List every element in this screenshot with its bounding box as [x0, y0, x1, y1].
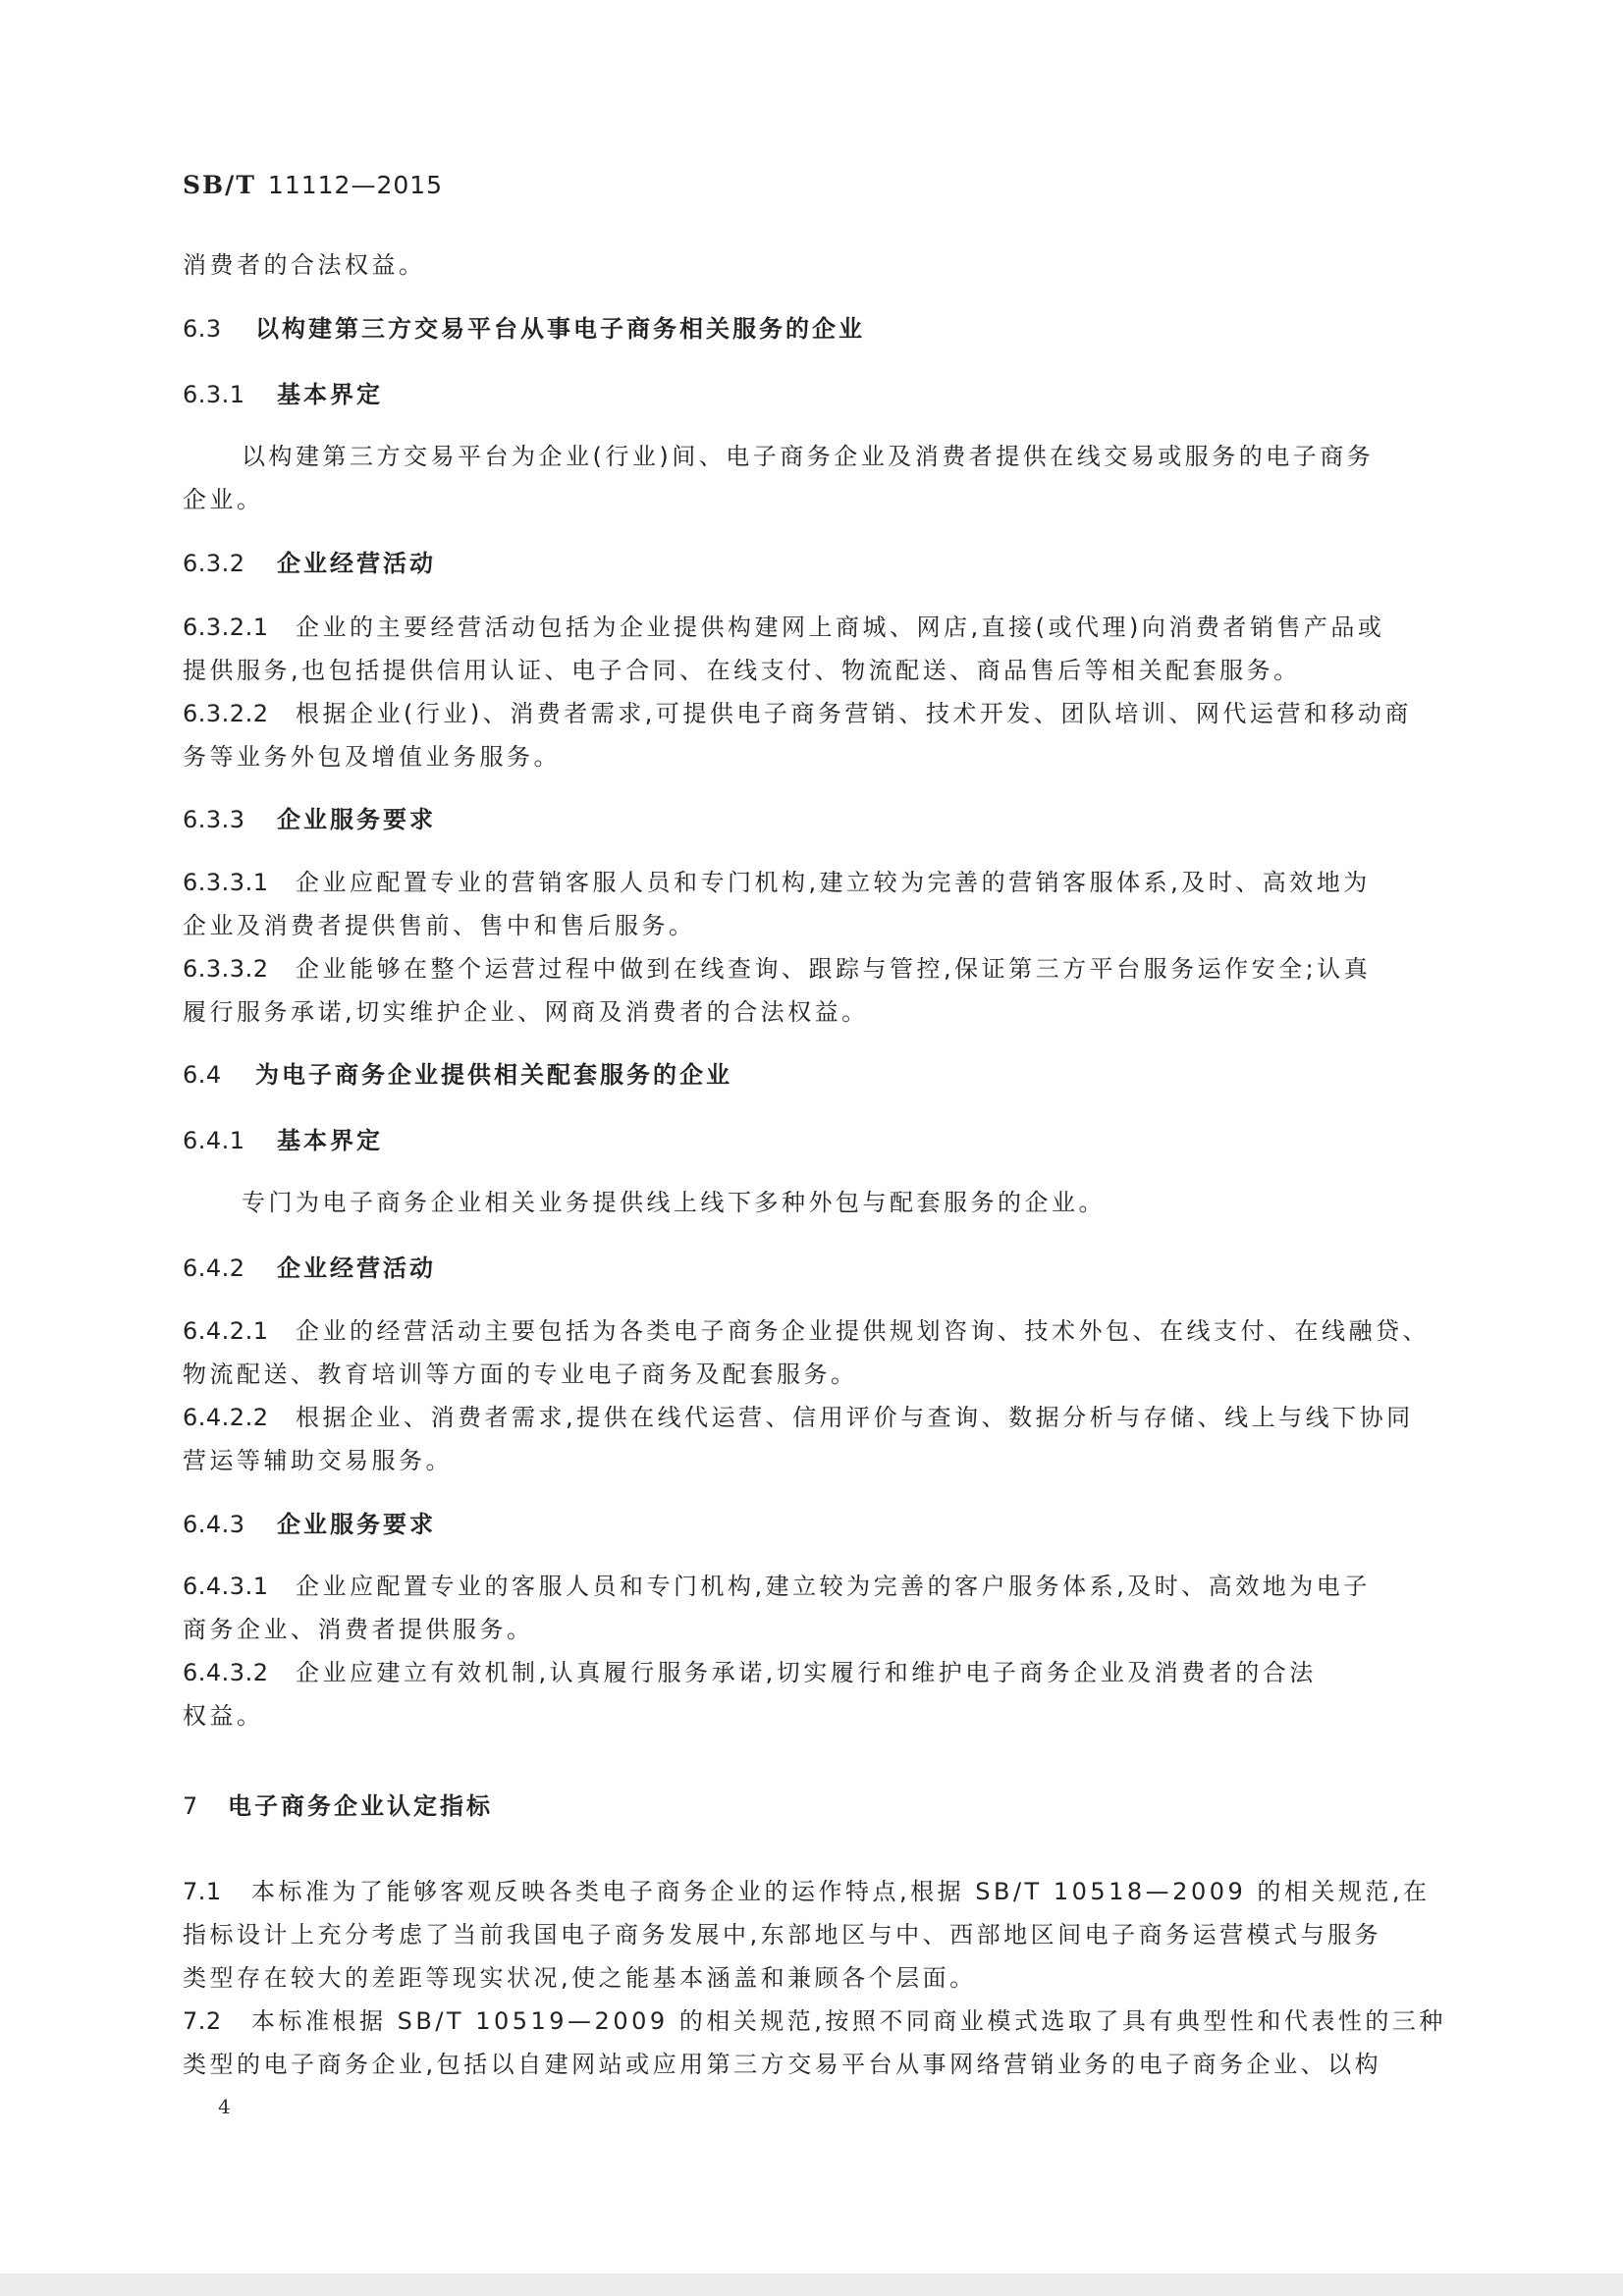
section-number: 6.4.2 — [183, 1255, 245, 1282]
clause-number: 6.3.2.2 — [183, 700, 269, 727]
clause-text: 企业的主要经营活动包括为企业提供构建网上商城、网店,直接(或代理)向消费者销售产品或 — [296, 614, 1385, 641]
standard-header — [183, 171, 443, 199]
paragraph-line: 企业及消费者提供售前、售中和售后服务。 — [183, 912, 696, 939]
paragraph-line: 以构建第三方交易平台为企业(行业)间、电子商务企业及消费者提供在线交易或服务的电子商务 — [242, 443, 1375, 470]
clause-number: 6.4.2.2 — [183, 1404, 269, 1431]
paragraph-line: 企业。 — [183, 486, 264, 513]
clause-6-3-2-2 — [183, 697, 1412, 730]
section-title: 企业服务要求 — [277, 1511, 436, 1538]
section-title: 以构建第三方交易平台从事电子商务相关服务的企业 — [255, 315, 865, 343]
paragraph-line: 物流配送、教育培训等方面的专业电子商务及配套服务。 — [183, 1361, 858, 1388]
section-number: 6.3 — [183, 315, 222, 343]
clause-number: 6.3.2.1 — [183, 614, 269, 641]
page-number: 4 — [218, 2095, 231, 2118]
clause-number: 6.3.3.2 — [183, 955, 269, 983]
clause-7-1 — [183, 1875, 1431, 1908]
section-heading-6-4-3 — [183, 1508, 436, 1541]
section-heading-6-3 — [183, 312, 865, 346]
section-heading-7 — [183, 1789, 493, 1823]
section-title: 企业服务要求 — [277, 806, 436, 833]
section-heading-6-3-1 — [183, 378, 383, 411]
paragraph-line: 消费者的合法权益。 — [183, 251, 426, 279]
section-title: 基本界定 — [277, 1127, 383, 1154]
paragraph-line: 务等业务外包及增值业务服务。 — [183, 743, 561, 771]
paragraph-line: 类型的电子商务企业,包括以自建网站或应用第三方交易平台从事网络营销业务的电子商务企业、以构 — [183, 2051, 1382, 2078]
section-title: 为电子商务企业提供相关配套服务的企业 — [255, 1061, 732, 1089]
clause-number: 6.4.3.1 — [183, 1573, 269, 1600]
section-number: 6.3.1 — [183, 381, 245, 408]
section-heading-6-4-2 — [183, 1252, 436, 1285]
section-heading-6-4 — [183, 1058, 732, 1092]
clause-text: 根据企业(行业)、消费者需求,可提供电子商务营销、技术开发、团队培训、网代运营和移动商 — [296, 700, 1412, 727]
clause-text: 企业的经营活动主要包括为各类电子商务企业提供规划咨询、技术外包、在线支付、在线融贷、 — [296, 1317, 1430, 1345]
clause-7-2 — [183, 2004, 1446, 2038]
clause-text: 根据企业、消费者需求,提供在线代运营、信用评价与查询、数据分析与存储、线上与线下协同 — [296, 1404, 1414, 1431]
paragraph-line: 专门为电子商务企业相关业务提供线上线下多种外包与配套服务的企业。 — [242, 1189, 1106, 1216]
section-heading-6-3-2 — [183, 547, 436, 580]
clause-text: 本标准根据 SB/T 10519—2009 的相关规范,按照不同商业模式选取了具有典型性和代表性的三种 — [251, 2007, 1446, 2035]
clause-number: 7.2 — [183, 2007, 222, 2035]
clause-6-3-3-2 — [183, 952, 1371, 986]
section-title: 基本界定 — [277, 381, 383, 408]
clause-text: 本标准为了能够客观反映各类电子商务企业的运作特点,根据 SB/T 10518—2009 的相关规范,在 — [251, 1878, 1431, 1905]
clause-text: 企业应配置专业的客服人员和专门机构,建立较为完善的客户服务体系,及时、高效地为电子 — [296, 1573, 1371, 1600]
clause-6-3-2-1 — [183, 611, 1384, 644]
clause-6-4-2-2 — [183, 1401, 1414, 1434]
section-title: 企业经营活动 — [277, 1255, 436, 1282]
section-title: 电子商务企业认定指标 — [228, 1792, 493, 1820]
section-number: 6.3.2 — [183, 550, 245, 577]
paragraph-line: 类型存在较大的差距等现实状况,使之能基本涵盖和兼顾各个层面。 — [183, 1964, 977, 1992]
section-heading-6-3-3 — [183, 803, 436, 836]
section-number: 7 — [183, 1792, 198, 1820]
clause-text: 企业应建立有效机制,认真履行服务承诺,切实履行和维护电子商务企业及消费者的合法 — [296, 1659, 1317, 1686]
standard-code: SB/T — [183, 171, 256, 199]
clause-6-3-3-1 — [183, 866, 1371, 899]
clause-text: 企业应配置专业的营销客服人员和专门机构,建立较为完善的营销客服体系,及时、高效地为 — [296, 869, 1371, 896]
clause-number: 6.4.3.2 — [183, 1659, 269, 1686]
page-bottom-edge — [0, 2273, 1623, 2296]
section-title: 企业经营活动 — [277, 550, 436, 577]
clause-number: 6.3.3.1 — [183, 869, 269, 896]
paragraph-line: 权益。 — [183, 1702, 264, 1730]
section-number: 6.4.1 — [183, 1127, 245, 1154]
section-number: 6.4.3 — [183, 1511, 245, 1538]
paragraph-line: 提供服务,也包括提供信用认证、电子合同、在线支付、物流配送、商品售后等相关配套服务。 — [183, 657, 1301, 684]
standard-number: 11112—2015 — [267, 171, 444, 199]
section-number: 6.3.3 — [183, 806, 245, 833]
paragraph-line: 营运等辅助交易服务。 — [183, 1447, 453, 1474]
paragraph-line: 履行服务承诺,切实维护企业、网商及消费者的合法权益。 — [183, 998, 869, 1026]
paragraph-line: 指标设计上充分考虑了当前我国电子商务发展中,东部地区与中、西部地区间电子商务运营模式与服务 — [183, 1921, 1382, 1949]
clause-text: 企业能够在整个运营过程中做到在线查询、跟踪与管控,保证第三方平台服务运作安全;认真 — [296, 955, 1372, 983]
section-number: 6.4 — [183, 1061, 222, 1089]
clause-number: 7.1 — [183, 1878, 222, 1905]
clause-6-4-3-2 — [183, 1656, 1317, 1689]
clause-number: 6.4.2.1 — [183, 1317, 269, 1345]
clause-6-4-3-1 — [183, 1570, 1371, 1603]
section-heading-6-4-1 — [183, 1124, 383, 1157]
paragraph-line: 商务企业、消费者提供服务。 — [183, 1616, 534, 1643]
clause-6-4-2-1 — [183, 1314, 1430, 1348]
